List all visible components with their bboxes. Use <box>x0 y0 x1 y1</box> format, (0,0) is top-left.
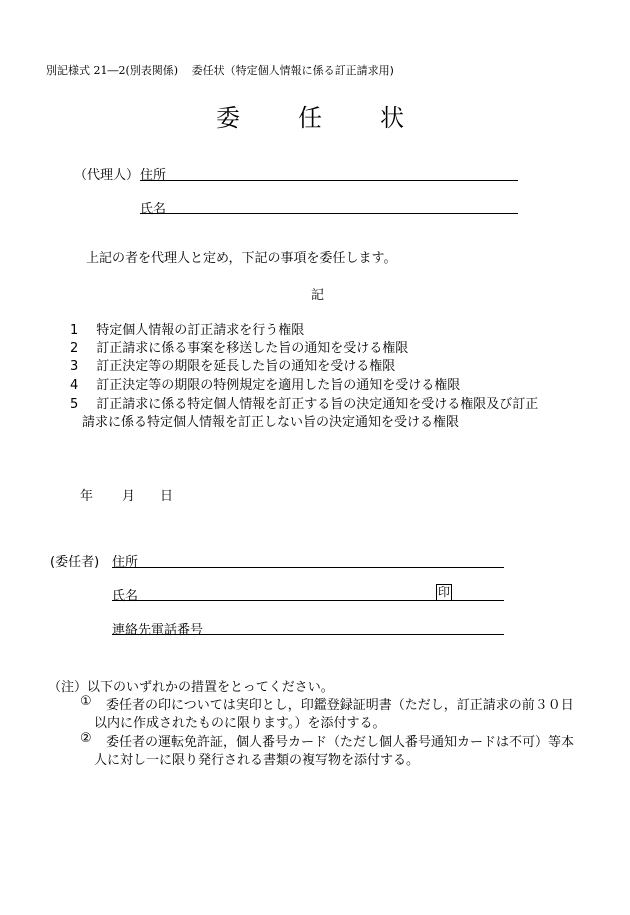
principal-address-field[interactable] <box>112 567 504 568</box>
note-2-line-1: 委任者の運転免許証，個人番号カード（ただし個人番号通知カードは不可）等本 <box>106 735 575 750</box>
list-item-continuation: 請求に係る特定個人情報を訂正しない旨の決定通知を受ける権限 <box>82 415 460 430</box>
agent-address-label: 住所 <box>140 168 167 183</box>
agent-label: （代理人） <box>74 168 140 183</box>
page-title <box>216 98 404 133</box>
list-item: 5 訂正請求に係る特定個人情報を訂正する旨の決定通知を受ける権限及び訂正 <box>70 397 539 412</box>
title-char-3: 状 <box>380 104 404 132</box>
form-ref-number: 別記様式 21―2(別表関係) <box>46 64 179 77</box>
title-char-2: 任 <box>298 104 322 132</box>
principal-address-label: 住所 <box>112 555 139 570</box>
principal-phone-field[interactable] <box>112 634 504 635</box>
form-ref-subtitle: 委任状（特定個人情報に係る訂正請求用) <box>191 64 394 77</box>
date-year-label: 年 <box>80 489 94 504</box>
ki-heading: 記 <box>311 288 325 303</box>
agent-address-field[interactable] <box>140 180 518 181</box>
list-item: 2 訂正請求に係る事案を移送した旨の通知を受ける権限 <box>70 341 409 356</box>
principal-phone-label: 連絡先電話番号 <box>112 623 204 638</box>
principal-label: (委任者) <box>50 555 100 570</box>
list-item: 4 訂正決定等の期限の特例規定を適用した旨の通知を受ける権限 <box>70 378 461 393</box>
note-1-line-2: 以内に作成されたものに限ります。）を添付する。 <box>94 716 386 731</box>
note-2-mark: ② <box>80 731 92 746</box>
agent-name-field[interactable] <box>140 213 518 214</box>
principal-name-label: 氏名 <box>112 589 139 604</box>
note-2-line-2: 人に対し一に限り発行される書類の複写物を添付する。 <box>94 753 420 768</box>
list-item: 1 特定個人情報の訂正請求を行う権限 <box>70 323 305 338</box>
note-1-line-1: 委任者の印については実印とし，印鑑登録証明書（ただし，訂正請求の前３０日 <box>106 698 574 713</box>
notes-intro: （注）以下のいずれかの措置をとってください。 <box>48 680 334 695</box>
delegation-statement: 上記の者を代理人と定め，下記の事項を委任します。 <box>86 251 397 266</box>
date-month-label: 月 <box>122 489 136 504</box>
title-char-1: 委 <box>216 104 240 132</box>
agent-name-label: 氏名 <box>140 202 167 217</box>
form-reference <box>46 62 394 78</box>
seal-mark: 印 <box>437 585 450 599</box>
note-1-mark: ① <box>80 694 92 709</box>
list-item: 3 訂正決定等の期限を延長した旨の通知を受ける権限 <box>70 359 396 374</box>
date-day-label: 日 <box>160 489 174 504</box>
